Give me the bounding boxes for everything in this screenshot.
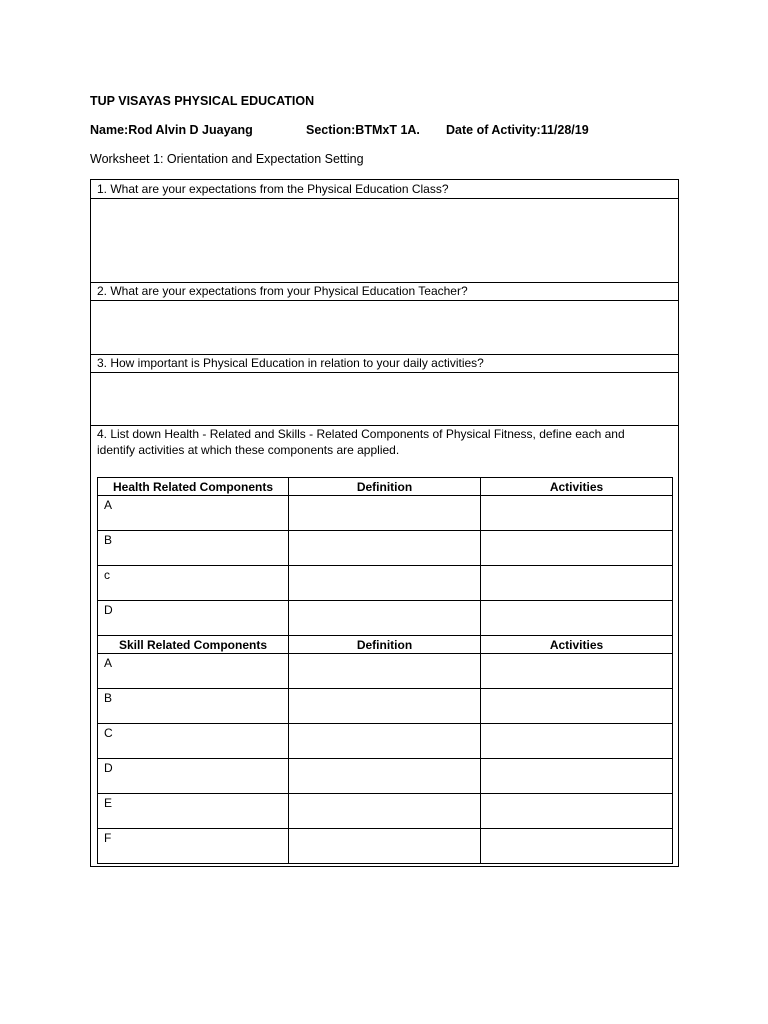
definition-cell <box>289 724 481 759</box>
table-row <box>98 496 673 531</box>
activities-cell <box>481 689 673 724</box>
health-header-row <box>98 478 673 496</box>
table-row <box>98 601 673 636</box>
definition-header: Definition <box>289 636 481 654</box>
worksheet-form <box>90 179 679 867</box>
question-4-line-2: identify activities at which these components are applied. <box>97 443 400 457</box>
row-label: B <box>98 531 289 566</box>
definition-cell <box>289 794 481 829</box>
row-label: D <box>98 759 289 794</box>
divider <box>91 300 678 301</box>
skill-header-row <box>98 636 673 654</box>
definition-header: Definition <box>289 478 481 496</box>
activities-cell <box>481 601 673 636</box>
row-label: C <box>98 724 289 759</box>
definition-cell <box>289 829 481 864</box>
table-row <box>98 566 673 601</box>
table-row <box>98 759 673 794</box>
question-2: 2. What are your expectations from your Physical Education Teacher? <box>97 284 468 298</box>
divider <box>91 372 678 373</box>
activities-header: Activities <box>481 636 673 654</box>
question-4-line-1: 4. List down Health - Related and Skills - Related Components of Physical Fitness, define each and <box>97 427 625 441</box>
question-1: 1. What are your expectations from the Physical Education Class? <box>97 182 449 196</box>
activities-cell <box>481 496 673 531</box>
table-row <box>98 531 673 566</box>
table-row <box>98 689 673 724</box>
components-table <box>97 477 673 864</box>
definition-cell <box>289 654 481 689</box>
health-components-header: Health Related Components <box>98 478 289 496</box>
definition-cell <box>289 496 481 531</box>
student-name: Name:Rod Alvin D Juayang <box>90 123 253 137</box>
divider <box>91 198 678 199</box>
activities-cell <box>481 829 673 864</box>
table-row <box>98 724 673 759</box>
activities-cell <box>481 759 673 794</box>
row-label: B <box>98 689 289 724</box>
activities-cell <box>481 654 673 689</box>
definition-cell <box>289 566 481 601</box>
worksheet-title: Worksheet 1: Orientation and Expectation Setting <box>90 152 364 166</box>
question-3: 3. How important is Physical Education in relation to your daily activities? <box>97 356 484 370</box>
definition-cell <box>289 689 481 724</box>
definition-cell <box>289 531 481 566</box>
activities-cell <box>481 794 673 829</box>
skill-components-header: Skill Related Components <box>98 636 289 654</box>
row-label: F <box>98 829 289 864</box>
student-section: Section:BTMxT 1A. <box>306 123 420 137</box>
activities-header: Activities <box>481 478 673 496</box>
document-title: TUP VISAYAS PHYSICAL EDUCATION <box>90 94 315 108</box>
table-row <box>98 829 673 864</box>
activities-cell <box>481 566 673 601</box>
activities-cell <box>481 724 673 759</box>
row-label: D <box>98 601 289 636</box>
table-row <box>98 654 673 689</box>
activities-cell <box>481 531 673 566</box>
definition-cell <box>289 601 481 636</box>
table-row <box>98 794 673 829</box>
definition-cell <box>289 759 481 794</box>
question-4 <box>91 426 678 458</box>
activity-date: Date of Activity:11/28/19 <box>446 123 589 137</box>
row-label: c <box>98 566 289 601</box>
row-label: A <box>98 496 289 531</box>
row-label: A <box>98 654 289 689</box>
row-label: E <box>98 794 289 829</box>
